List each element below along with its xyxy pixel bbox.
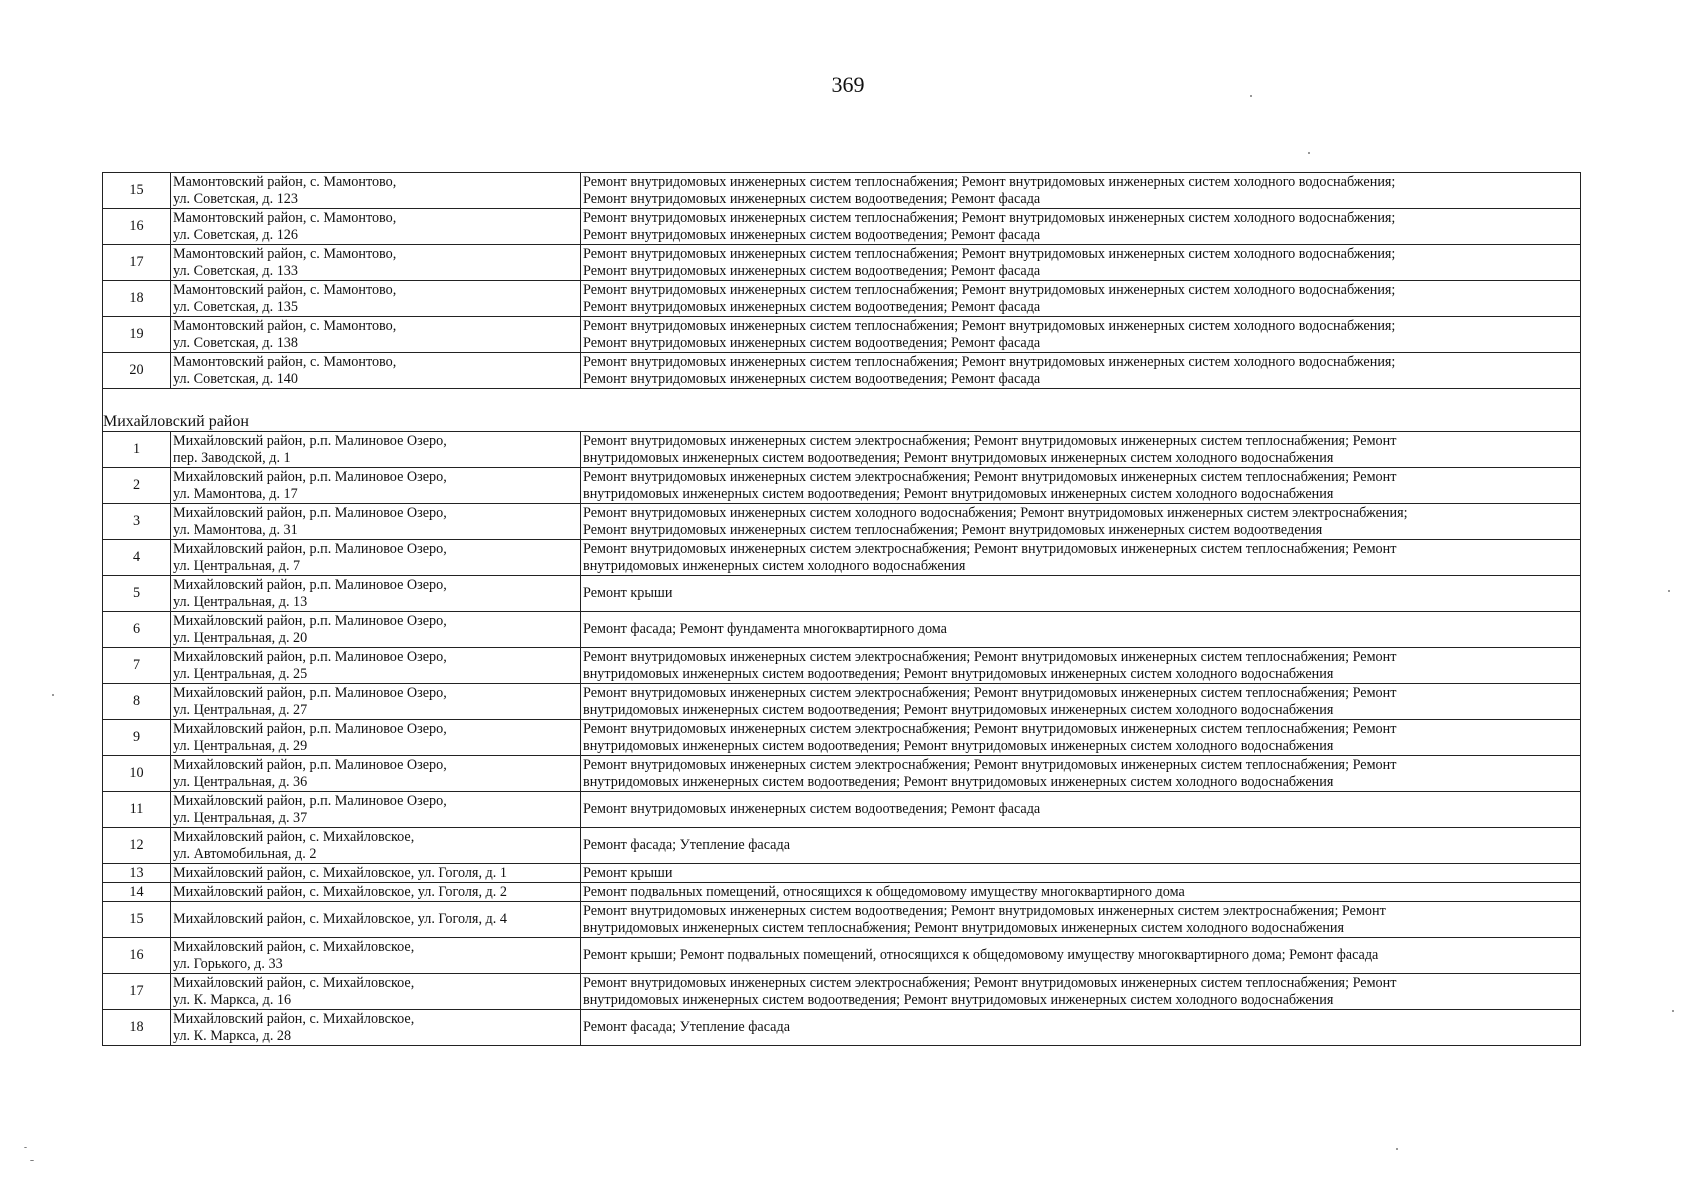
address-line: Михайловский район, с. Михайловское, (173, 938, 415, 955)
works-line: внутридомовых инженерных систем водоотведения; Ремонт внутридомовых инженерных систем холодного водоснабжения (583, 773, 1334, 790)
works-line: Ремонт фасада; Ремонт фундамента многоквартирного дома (583, 621, 947, 637)
works-cell (581, 540, 1581, 576)
works-cell (581, 938, 1581, 974)
section-header-row (103, 389, 1581, 432)
works-cell (581, 612, 1581, 648)
table-row (103, 317, 1581, 353)
row-number: 1 (103, 432, 171, 468)
address-cell (171, 173, 581, 209)
table-row (103, 209, 1581, 245)
table-row (103, 902, 1581, 938)
works-line: Ремонт внутридомовых инженерных систем водоотведения; Ремонт фасада (583, 190, 1041, 207)
address-line: ул. Центральная, д. 37 (173, 809, 308, 826)
address-line: Михайловский район, р.п. Малиновое Озеро, (173, 576, 447, 593)
address-cell (171, 281, 581, 317)
works-line: Ремонт внутридомовых инженерных систем электроснабжения; Ремонт внутридомовых инженерных систем теплоснабжения; Ремонт (583, 974, 1397, 991)
address-line: Михайловский район, р.п. Малиновое Озеро, (173, 648, 447, 665)
address-line: ул. Центральная, д. 7 (173, 557, 301, 574)
section-title: Михайловский район (103, 389, 1581, 432)
works-line: Ремонт внутридомовых инженерных систем электроснабжения; Ремонт внутридомовых инженерных систем теплоснабжения; Ремонт (583, 540, 1397, 557)
works-line: Ремонт внутридомовых инженерных систем электроснабжения; Ремонт внутридомовых инженерных систем теплоснабжения; Ремонт (583, 468, 1397, 485)
works-line: Ремонт внутридомовых инженерных систем водоотведения; Ремонт фасада (583, 298, 1041, 315)
scan-speck (30, 1160, 34, 1161)
works-line: внутридомовых инженерных систем водоотведения; Ремонт внутридомовых инженерных систем холодного водоснабжения (583, 485, 1334, 502)
works-line: Ремонт внутридомовых инженерных систем электроснабжения; Ремонт внутридомовых инженерных систем теплоснабжения; Ремонт (583, 756, 1397, 773)
table-row (103, 828, 1581, 864)
address-cell (171, 245, 581, 281)
address-line: ул. Центральная, д. 27 (173, 701, 308, 718)
table-row (103, 504, 1581, 540)
works-line: внутридомовых инженерных систем водоотведения; Ремонт внутридомовых инженерных систем холодного водоснабжения (583, 701, 1334, 718)
address-line: Мамонтовский район, с. Мамонтово, (173, 281, 397, 298)
address-cell (171, 974, 581, 1010)
table-row (103, 245, 1581, 281)
works-cell (581, 684, 1581, 720)
address-cell (171, 684, 581, 720)
address-cell (171, 612, 581, 648)
table-row (103, 1010, 1581, 1046)
address-line: Мамонтовский район, с. Мамонтово, (173, 209, 397, 226)
table-row (103, 756, 1581, 792)
row-number: 8 (103, 684, 171, 720)
row-number: 7 (103, 648, 171, 684)
address-cell (171, 317, 581, 353)
table-row (103, 281, 1581, 317)
works-cell (581, 504, 1581, 540)
works-line: Ремонт внутридомовых инженерных систем холодного водоснабжения; Ремонт внутридомовых инженерных систем электроснабжения; (583, 504, 1408, 521)
works-line: внутридомовых инженерных систем водоотведения; Ремонт внутридомовых инженерных систем холодного водоснабжения (583, 737, 1334, 754)
works-line: внутридомовых инженерных систем водоотведения; Ремонт внутридомовых инженерных систем холодного водоснабжения (583, 449, 1334, 466)
works-line: Ремонт внутридомовых инженерных систем водоотведения; Ремонт фасада (583, 370, 1041, 387)
row-number: 6 (103, 612, 171, 648)
address-cell (171, 576, 581, 612)
address-line: ул. Советская, д. 126 (173, 226, 298, 243)
table-row (103, 792, 1581, 828)
address-line: ул. Центральная, д. 25 (173, 665, 308, 682)
address-line: Михайловский район, р.п. Малиновое Озеро, (173, 756, 447, 773)
row-number: 12 (103, 828, 171, 864)
address-line: ул. К. Маркса, д. 16 (173, 991, 292, 1008)
works-line: Ремонт внутридомовых инженерных систем теплоснабжения; Ремонт внутридомовых инженерных систем холодного водоснабжения; (583, 173, 1396, 190)
row-number: 17 (103, 974, 171, 1010)
row-number: 17 (103, 245, 171, 281)
works-cell (581, 468, 1581, 504)
works-line: Ремонт внутридомовых инженерных систем электроснабжения; Ремонт внутридомовых инженерных систем теплоснабжения; Ремонт (583, 432, 1397, 449)
table-row (103, 648, 1581, 684)
row-number: 20 (103, 353, 171, 389)
address-line: ул. Центральная, д. 13 (173, 593, 308, 610)
row-number: 4 (103, 540, 171, 576)
row-number: 18 (103, 1010, 171, 1046)
row-number: 11 (103, 792, 171, 828)
row-number: 15 (103, 173, 171, 209)
works-line: Ремонт внутридомовых инженерных систем теплоснабжения; Ремонт внутридомовых инженерных систем холодного водоснабжения; (583, 317, 1396, 334)
works-cell (581, 974, 1581, 1010)
address-cell (171, 828, 581, 864)
address-line: ул. Мамонтова, д. 17 (173, 485, 298, 502)
address-line: Михайловский район, р.п. Малиновое Озеро, (173, 612, 447, 629)
address-line: Михайловский район, р.п. Малиновое Озеро, (173, 504, 447, 521)
works-line: внутридомовых инженерных систем холодного водоснабжения (583, 557, 966, 574)
works-cell (581, 173, 1581, 209)
works-line: Ремонт внутридомовых инженерных систем теплоснабжения; Ремонт внутридомовых инженерных систем холодного водоснабжения; (583, 245, 1396, 262)
works-line: внутридомовых инженерных систем водоотведения; Ремонт внутридомовых инженерных систем холодного водоснабжения (583, 665, 1334, 682)
address-line: Михайловский район, с. Михайловское, ул. Гоголя, д. 2 (173, 883, 507, 900)
address-cell (171, 902, 581, 938)
row-number: 9 (103, 720, 171, 756)
address-line: Михайловский район, с. Михайловское, (173, 974, 415, 991)
scan-speck (1396, 1148, 1398, 1150)
works-line: Ремонт внутридомовых инженерных систем электроснабжения; Ремонт внутридомовых инженерных систем теплоснабжения; Ремонт (583, 720, 1397, 737)
works-cell (581, 756, 1581, 792)
address-cell (171, 504, 581, 540)
address-line: Михайловский район, р.п. Малиновое Озеро, (173, 720, 447, 737)
works-line: Ремонт внутридомовых инженерных систем водоотведения; Ремонт внутридомовых инженерных систем электроснабжения; Ремонт (583, 902, 1386, 919)
address-cell (171, 209, 581, 245)
table-row (103, 883, 1581, 902)
table-row (103, 938, 1581, 974)
address-cell (171, 756, 581, 792)
address-line: ул. К. Маркса, д. 28 (173, 1027, 292, 1044)
address-line: Михайловский район, р.п. Малиновое Озеро, (173, 540, 447, 557)
address-cell (171, 432, 581, 468)
works-line: Ремонт внутридомовых инженерных систем водоотведения; Ремонт фасада (583, 226, 1041, 243)
works-cell (581, 883, 1581, 902)
address-line: Мамонтовский район, с. Мамонтово, (173, 173, 397, 190)
scan-speck (1672, 1010, 1674, 1012)
table-row (103, 684, 1581, 720)
works-line: Ремонт внутридомовых инженерных систем водоотведения; Ремонт фасада (583, 262, 1041, 279)
works-line: внутридомовых инженерных систем теплоснабжения; Ремонт внутридомовых инженерных систем холодного водоснабжения (583, 919, 1345, 936)
address-line: ул. Советская, д. 123 (173, 190, 298, 207)
scan-speck (1250, 95, 1252, 97)
works-line: Ремонт фасада; Утепление фасада (583, 1019, 790, 1035)
works-cell (581, 432, 1581, 468)
works-cell (581, 1010, 1581, 1046)
scan-speck (52, 694, 54, 696)
works-cell (581, 902, 1581, 938)
address-line: Михайловский район, р.п. Малиновое Озеро, (173, 468, 447, 485)
address-cell (171, 792, 581, 828)
table-row (103, 974, 1581, 1010)
row-number: 2 (103, 468, 171, 504)
address-line: ул. Мамонтова, д. 31 (173, 521, 298, 538)
address-line: Михайловский район, р.п. Малиновое Озеро, (173, 432, 447, 449)
page-number: 369 (831, 72, 865, 97)
works-line: Ремонт внутридомовых инженерных систем водоотведения; Ремонт фасада (583, 801, 1041, 817)
works-line: Ремонт внутридомовых инженерных систем теплоснабжения; Ремонт внутридомовых инженерных систем холодного водоснабжения; (583, 281, 1396, 298)
row-number: 19 (103, 317, 171, 353)
row-number: 18 (103, 281, 171, 317)
works-cell (581, 317, 1581, 353)
row-number: 3 (103, 504, 171, 540)
works-cell (581, 281, 1581, 317)
table-row (103, 173, 1581, 209)
row-number: 13 (103, 864, 171, 883)
address-cell (171, 353, 581, 389)
address-line: ул. Центральная, д. 20 (173, 629, 308, 646)
repair-schedule-table (102, 172, 1581, 1046)
works-cell (581, 792, 1581, 828)
works-cell (581, 648, 1581, 684)
address-line: ул. Советская, д. 135 (173, 298, 298, 315)
table-row (103, 540, 1581, 576)
address-line: ул. Автомобильная, д. 2 (173, 845, 317, 862)
address-line: ул. Горького, д. 33 (173, 955, 283, 972)
address-line: Михайловский район, с. Михайловское, (173, 1010, 415, 1027)
works-line: Ремонт внутридомовых инженерных систем электроснабжения; Ремонт внутридомовых инженерных систем теплоснабжения; Ремонт (583, 648, 1397, 665)
works-cell (581, 209, 1581, 245)
scan-speck (1308, 152, 1310, 154)
address-cell (171, 883, 581, 902)
works-line: внутридомовых инженерных систем водоотведения; Ремонт внутридомовых инженерных систем холодного водоснабжения (583, 991, 1334, 1008)
scan-speck (1668, 590, 1670, 592)
row-number: 5 (103, 576, 171, 612)
row-number: 15 (103, 902, 171, 938)
address-line: Михайловский район, с. Михайловское, ул. Гоголя, д. 4 (173, 911, 507, 927)
works-line: Ремонт внутридомовых инженерных систем теплоснабжения; Ремонт внутридомовых инженерных систем холодного водоснабжения; (583, 209, 1396, 226)
works-line: Ремонт внутридомовых инженерных систем электроснабжения; Ремонт внутридомовых инженерных систем теплоснабжения; Ремонт (583, 684, 1397, 701)
works-line: Ремонт крыши; Ремонт подвальных помещений, относящихся к общедомовому имуществу многоквартирного дома; Ремонт фасада (583, 947, 1379, 963)
table-row (103, 576, 1581, 612)
works-line: Ремонт подвальных помещений, относящихся к общедомовому имуществу многоквартирного дома (583, 883, 1185, 900)
address-line: пер. Заводской, д. 1 (173, 449, 291, 466)
works-line: Ремонт внутридомовых инженерных систем теплоснабжения; Ремонт внутридомовых инженерных систем водоотведения (583, 521, 1323, 538)
table-row (103, 468, 1581, 504)
works-cell (581, 353, 1581, 389)
address-line: ул. Советская, д. 133 (173, 262, 298, 279)
works-line: Ремонт внутридомовых инженерных систем теплоснабжения; Ремонт внутридомовых инженерных систем холодного водоснабжения; (583, 353, 1396, 370)
works-cell (581, 864, 1581, 883)
table-row (103, 432, 1581, 468)
address-line: ул. Советская, д. 138 (173, 334, 298, 351)
address-line: Михайловский район, р.п. Малиновое Озеро, (173, 684, 447, 701)
works-line: Ремонт фасада; Утепление фасада (583, 837, 790, 853)
works-line: Ремонт крыши (583, 585, 673, 601)
works-cell (581, 828, 1581, 864)
address-line: Мамонтовский район, с. Мамонтово, (173, 317, 397, 334)
row-number: 10 (103, 756, 171, 792)
address-line: Мамонтовский район, с. Мамонтово, (173, 245, 397, 262)
address-line: ул. Советская, д. 140 (173, 370, 298, 387)
address-cell (171, 1010, 581, 1046)
address-line: Михайловский район, с. Михайловское, ул. Гоголя, д. 1 (173, 864, 507, 881)
works-line: Ремонт внутридомовых инженерных систем водоотведения; Ремонт фасада (583, 334, 1041, 351)
address-cell (171, 540, 581, 576)
address-line: ул. Центральная, д. 29 (173, 737, 308, 754)
table-body (103, 173, 1581, 1046)
table-row (103, 720, 1581, 756)
row-number: 16 (103, 209, 171, 245)
address-cell (171, 938, 581, 974)
address-line: Мамонтовский район, с. Мамонтово, (173, 353, 397, 370)
table-row (103, 612, 1581, 648)
address-cell (171, 468, 581, 504)
works-line: Ремонт крыши (583, 864, 673, 881)
address-line: Михайловский район, р.п. Малиновое Озеро, (173, 792, 447, 809)
address-cell (171, 648, 581, 684)
works-cell (581, 245, 1581, 281)
address-cell (171, 720, 581, 756)
address-cell (171, 864, 581, 883)
address-line: Михайловский район, с. Михайловское, (173, 828, 415, 845)
row-number: 16 (103, 938, 171, 974)
works-cell (581, 720, 1581, 756)
scan-speck (24, 1147, 27, 1148)
row-number: 14 (103, 883, 171, 902)
address-line: ул. Центральная, д. 36 (173, 773, 308, 790)
works-cell (581, 576, 1581, 612)
table-row (103, 864, 1581, 883)
table-row (103, 353, 1581, 389)
